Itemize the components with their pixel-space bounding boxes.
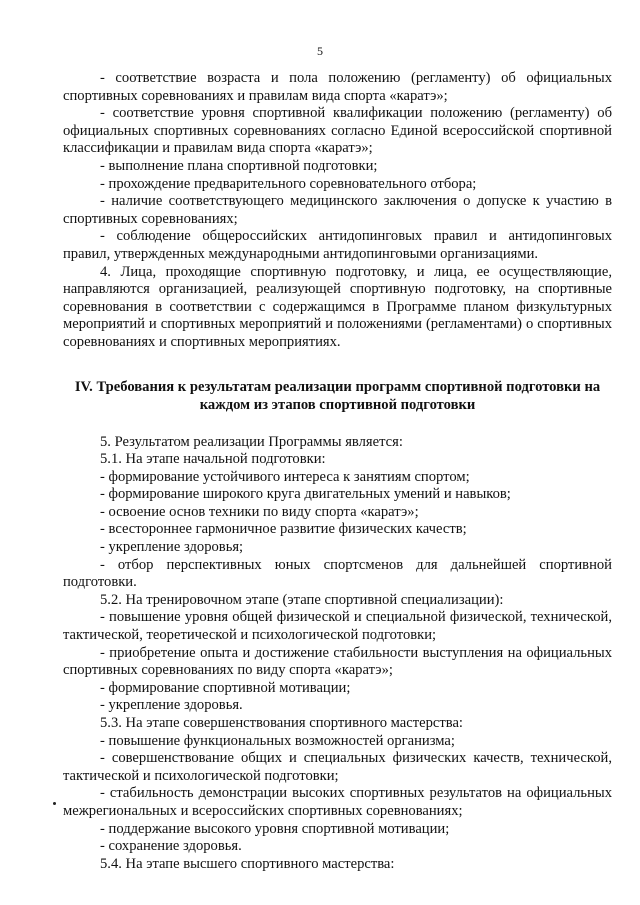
paragraph: 5.4. На этапе высшего спортивного мастерства:	[100, 855, 395, 872]
paragraph: - прохождение предварительного соревновательного отбора;	[100, 175, 477, 192]
paragraph: - формирование спортивной мотивации;	[100, 679, 351, 696]
paragraph: - наличие соответствующего медицинского заключения о допуске к участию в спортивных соревнованиях;	[63, 193, 612, 227]
paragraph: - освоение основ техники по виду спорта «каратэ»;	[100, 503, 419, 520]
paragraph: 5.2. На тренировочном этапе (этапе спортивной специализации):	[100, 591, 504, 608]
paragraph: - сохранение здоровья.	[100, 838, 242, 855]
paragraph: - соблюдение общероссийских антидопинговых правил и антидопинговых правил, утвержденных международными антидопинговыми организациями.	[63, 228, 612, 262]
paragraph: - укрепление здоровья;	[100, 539, 244, 556]
paragraph: - поддержание высокого уровня спортивной мотивации;	[100, 820, 450, 837]
paragraph: - соответствие возраста и пола положению (регламенту) об официальных спортивных соревнованиях и правилам вида спорта «каратэ»;	[63, 70, 612, 104]
paragraph: - всестороннее гармоничное развитие физических качеств;	[100, 521, 467, 538]
paragraph: - формирование широкого круга двигательных умений и навыков;	[100, 486, 511, 503]
paragraph: 5. Результатом реализации Программы является:	[100, 433, 403, 450]
document-body	[63, 70, 612, 873]
paragraph: - повышение функциональных возможностей организма;	[100, 732, 455, 749]
section-heading: IV. Требования к результатам реализации программ спортивной подготовки на каждом из этапов спортивной подготовки	[74, 378, 601, 413]
paragraph: - совершенствование общих и специальных физических качеств, технической, тактической и психологической подготовки;	[63, 750, 612, 784]
paragraph: - отбор перспективных юных спортсменов для дальнейшей спортивной подготовки.	[63, 556, 612, 591]
paragraph: - стабильность демонстрации высоких спортивных результатов на официальных межрегиональных и всероссийских спортивных соревнованиях;	[63, 785, 612, 819]
scan-speck	[53, 802, 56, 805]
paragraph: - приобретение опыта и достижение стабильности выступления на официальных спортивных соревнованиях по виду спорта «каратэ»;	[63, 644, 612, 679]
paragraph: 5.3. На этапе совершенствования спортивного мастерства:	[100, 715, 463, 731]
paragraph: - повышение уровня общей физической и специальной физической, технической, тактической, теоретической и психологической подготовки;	[63, 609, 612, 644]
page-number: 5	[317, 44, 323, 58]
paragraph: 5.1. На этапе начальной подготовки:	[100, 451, 326, 468]
paragraph: - выполнение плана спортивной подготовки;	[100, 157, 378, 174]
paragraph: - укрепление здоровья.	[100, 697, 243, 714]
paragraph: 4. Лица, проходящие спортивную подготовку, и лица, ее осуществляющие, направляются организацией, реализующей спортивную подготовку, на спортивные соревнования в соответствии с содержащимся в Программе планом физкультурных мероприятий и спортивных мероприятий и положениями (регламентами) о спортивных соревнованиях и спортивных мероприятиях.	[63, 263, 612, 350]
paragraph: - формирование устойчивого интереса к занятиям спортом;	[100, 468, 470, 485]
paragraph: - соответствие уровня спортивной квалификации положению (регламенту) об официальных спортивных соревнованиях согласно Единой всероссийской спортивной классификации и правилам вида спорта «каратэ»;	[63, 105, 612, 157]
